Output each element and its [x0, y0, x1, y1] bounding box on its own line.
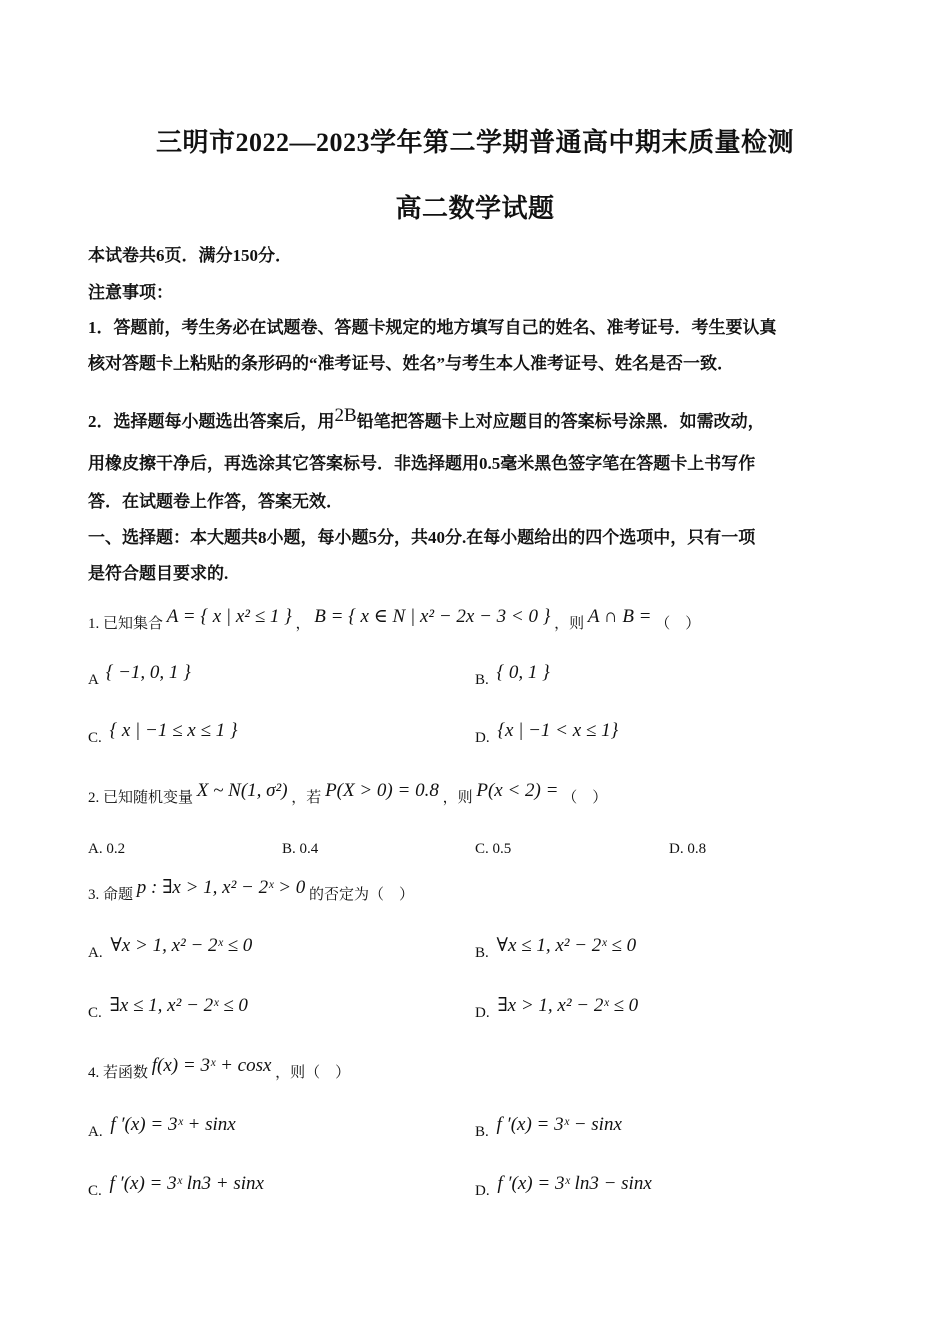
option-label: A	[88, 672, 99, 688]
option-value: f ′(x) = 3ˣ ln3 + sinx	[109, 1173, 264, 1194]
pencil-grade: 2B	[334, 405, 357, 426]
option-value: f ′(x) = 3ˣ ln3 − sinx	[497, 1173, 652, 1194]
q3-option-a[interactable]	[88, 934, 252, 962]
option-value: f ′(x) = 3ˣ + sinx	[110, 1114, 236, 1135]
q4-option-b[interactable]	[475, 1114, 622, 1141]
option-label: B.	[475, 1124, 489, 1140]
option-label: B.	[475, 672, 489, 688]
q4-prefix: 4. 若函数	[88, 1065, 149, 1081]
q4-function: f(x) = 3ˣ + cosx	[151, 1055, 272, 1076]
instruction-1-line2: 核对答题卡上粘贴的条形码的“准考证号、姓名”与考生本人准考证号、姓名是否一致．	[88, 354, 734, 373]
q3-option-b[interactable]	[475, 934, 636, 962]
q2-option-d[interactable]: D. 0.8	[669, 841, 707, 857]
exam-title: 三明市2022—2023学年第二学期普通高中期末质量检测	[155, 128, 794, 157]
q3-prefix: 3. 命题	[88, 887, 134, 903]
q1-option-c[interactable]	[88, 720, 237, 747]
option-label: D.	[475, 1183, 490, 1199]
question-4	[88, 1055, 350, 1082]
option-label: D.	[475, 1005, 490, 1021]
q4-suffix: ，则（ ）	[275, 1065, 351, 1081]
instruction-2-line2: 用橡皮擦干净后，再选涂其它答案标号．非选择题用0.5毫米黑色签字笔在答题卡上书写作	[88, 454, 756, 473]
option-value: ∀x > 1, x² − 2ˣ ≤ 0	[110, 935, 253, 956]
q3-proposition: p : ∃x > 1, x² − 2ˣ > 0	[136, 877, 306, 898]
q2-paren: （ ）	[562, 790, 608, 806]
option-value: { 0, 1 }	[496, 662, 550, 683]
option-value: f ′(x) = 3ˣ − sinx	[496, 1114, 622, 1135]
q2-condition: P(X > 0) = 0.8	[325, 780, 439, 801]
option-label: D.	[475, 730, 490, 746]
instruction-2-text-b: 铅笔把答题卡上对应题目的答案标号涂黑．如需改动，	[356, 412, 765, 431]
q1-set-b: B = { x ∈ N | x² − 2x − 3 < 0 }	[314, 606, 551, 627]
option-label: A.	[88, 945, 103, 961]
q1-sep: ，	[295, 616, 311, 632]
q1-paren: （ ）	[655, 616, 701, 632]
q1-option-d[interactable]	[475, 720, 618, 747]
option-value: ∀x ≤ 1, x² − 2ˣ ≤ 0	[496, 935, 637, 956]
q3-option-c[interactable]	[88, 994, 248, 1022]
q4-option-c[interactable]	[88, 1173, 264, 1200]
q3-option-d[interactable]	[475, 994, 638, 1022]
instruction-2-line3: 答．在试题卷上作答，答案无效．	[88, 492, 343, 511]
section-heading-line1: 一、选择题：本大题共8小题，每小题5分，共40分.在每小题给出的四个选项中，只有一项	[88, 528, 756, 547]
option-value: ∃x ≤ 1, x² − 2ˣ ≤ 0	[109, 995, 248, 1016]
option-value: ∃x > 1, x² − 2ˣ ≤ 0	[497, 995, 639, 1016]
instruction-pages: 本试卷共6页．满分150分．	[88, 246, 292, 265]
option-label: C.	[88, 1005, 102, 1021]
instruction-1-line1: 1．答题前，考生务必在试题卷、答题卡规定的地方填写自己的姓名、准考证号．考生要认真	[88, 318, 777, 337]
q3-suffix: 的否定为（ ）	[309, 887, 415, 903]
q2-distribution: X ~ N(1, σ²)	[196, 780, 288, 801]
question-3	[88, 876, 414, 904]
option-label: A.	[88, 1124, 103, 1140]
q1-mid: ，则	[554, 616, 585, 632]
q1-set-a: A = { x | x² ≤ 1 }	[166, 606, 292, 627]
instruction-heading: 注意事项：	[88, 283, 173, 302]
q2-mid2: ，则	[442, 790, 473, 806]
option-label: C.	[88, 730, 102, 746]
q4-option-a[interactable]	[88, 1114, 236, 1141]
q2-mid1: ，若	[291, 790, 322, 806]
q2-prefix: 2. 已知随机变量	[88, 790, 194, 806]
q2-option-a[interactable]: A. 0.2	[88, 841, 126, 857]
option-value: { −1, 0, 1 }	[105, 662, 191, 683]
option-label: B.	[475, 945, 489, 961]
q2-expr: P(x < 2) =	[476, 780, 559, 801]
q1-option-b[interactable]	[475, 662, 550, 689]
option-value: {x | −1 < x ≤ 1}	[497, 720, 619, 741]
option-label: C.	[88, 1183, 102, 1199]
instruction-2-line1	[88, 398, 878, 440]
q1-option-a[interactable]	[88, 662, 191, 689]
q1-prefix: 1. 已知集合	[88, 616, 164, 632]
question-2	[88, 780, 607, 807]
instruction-2-text-a: 2．选择题每小题选出答案后，用	[88, 412, 335, 431]
q1-expr: A ∩ B =	[587, 606, 652, 627]
exam-subtitle: 高二数学试题	[395, 194, 555, 223]
q2-option-b[interactable]: B. 0.4	[282, 841, 319, 857]
q2-option-c[interactable]: C. 0.5	[475, 841, 512, 857]
question-1	[88, 605, 700, 633]
section-heading-line2: 是符合题目要求的.	[88, 564, 229, 583]
option-value: { x | −1 ≤ x ≤ 1 }	[109, 720, 238, 741]
q4-option-d[interactable]	[475, 1173, 652, 1200]
